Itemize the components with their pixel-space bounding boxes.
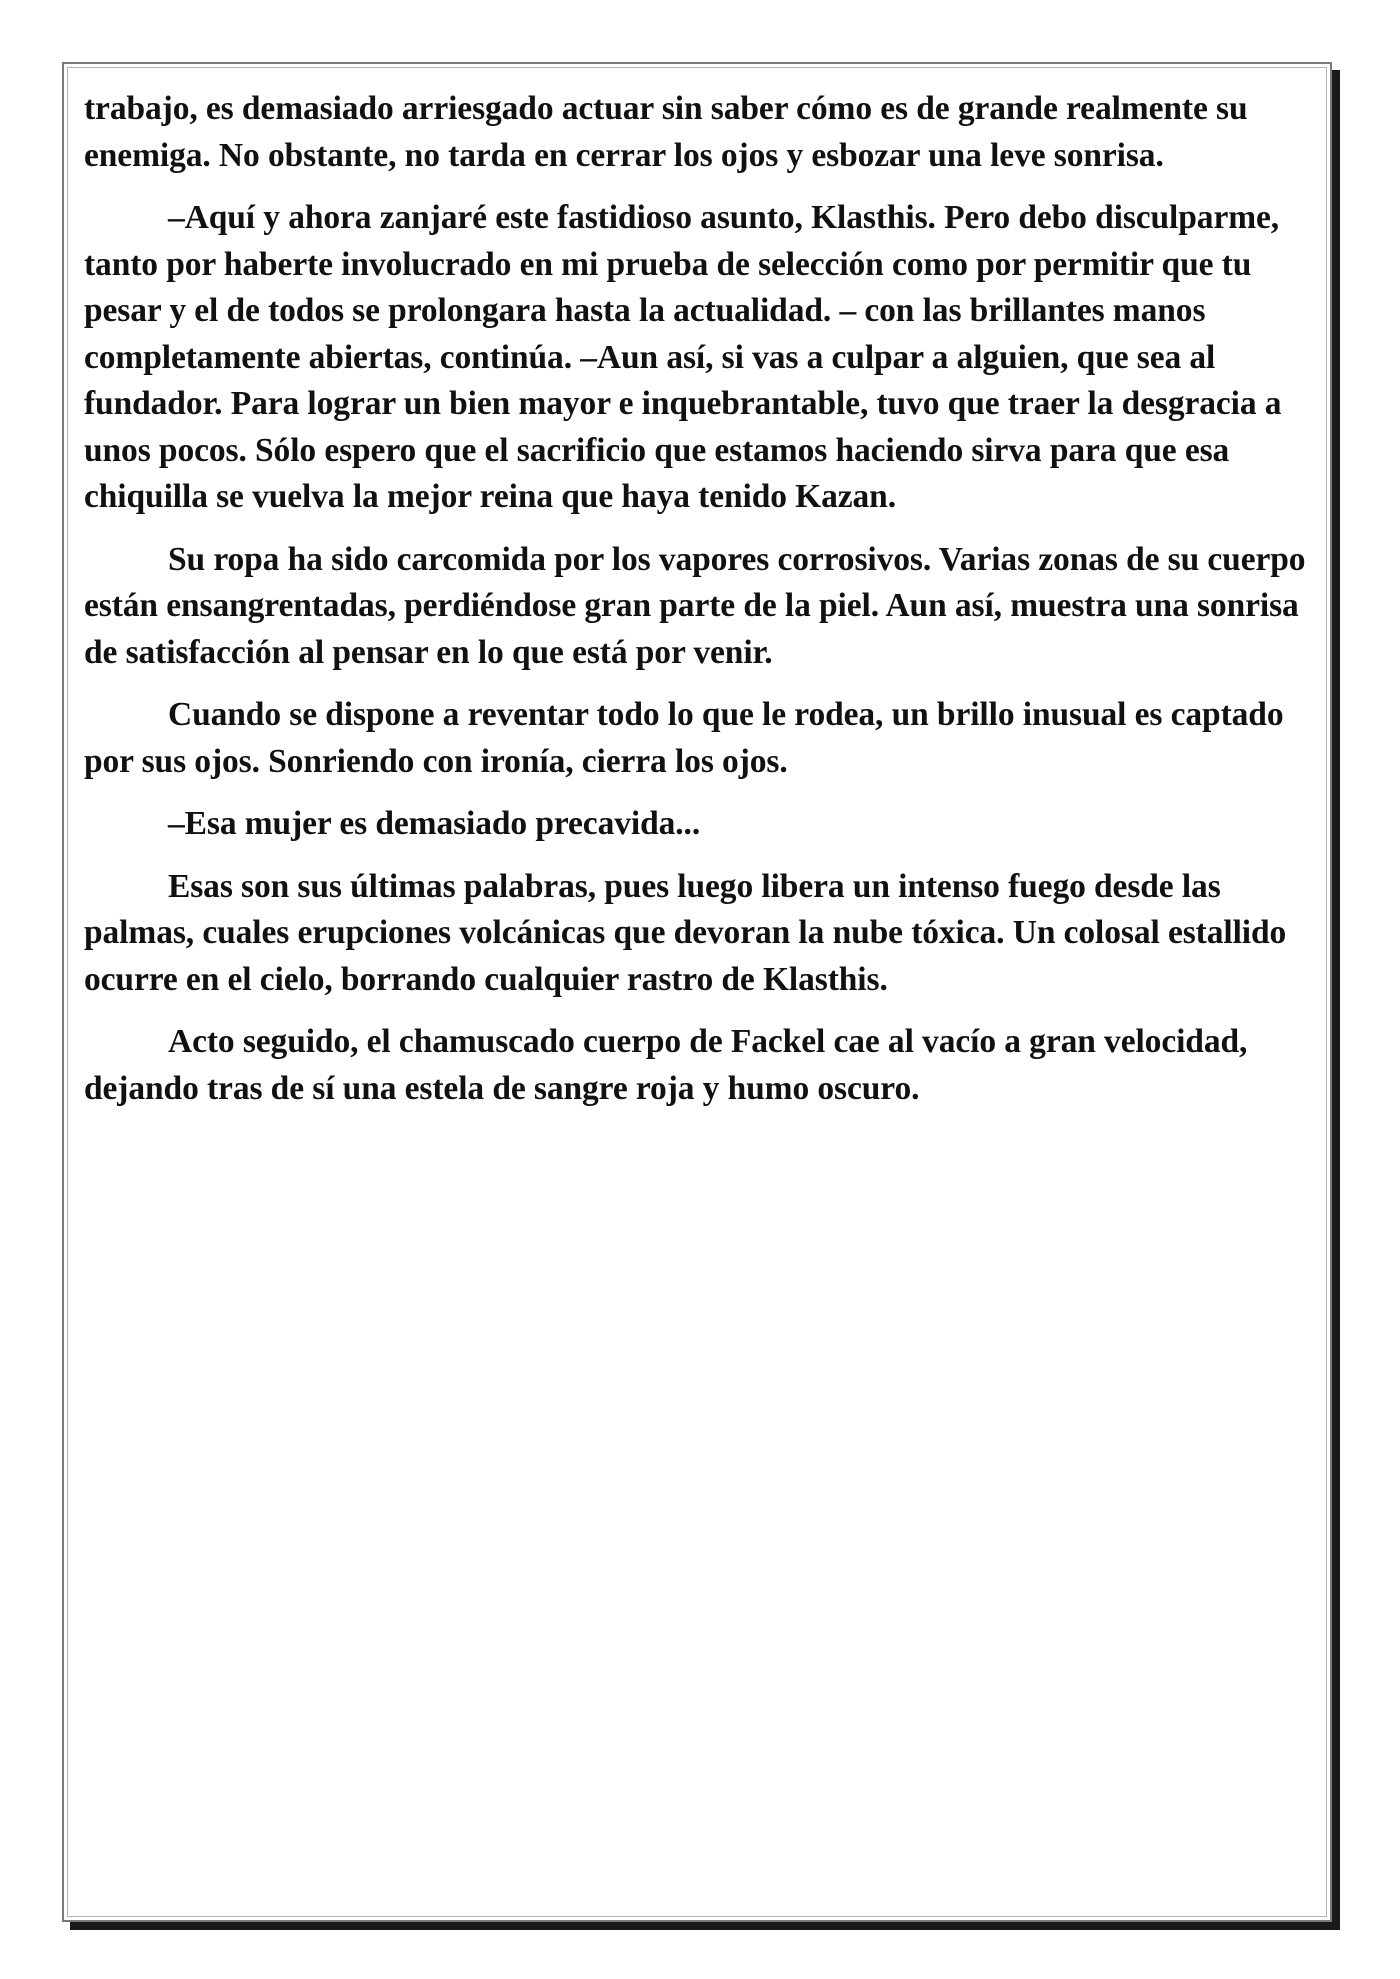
paragraph-4: Cuando se dispone a reventar todo lo que le rodea, un brillo inusual es captado por sus ojos. Sonriendo con ironía, cierra los ojos. [84, 696, 1284, 780]
paragraph-2: –Aquí y ahora zanjaré este fastidioso asunto, Klasthis. Pero debo disculparme, tanto por haberte involucrado en mi prueba de selección como por permitir que tu pesar y el de todos se prolongara hasta la actualidad. – con las brillantes manos completamente abiertas, continúa. –Aun así, si vas a culpar a alguien, que sea al fundador. Para lograr un bien mayor e inquebrantable, tuvo que traer la desgracia a unos pocos. Sólo espero que el sacrificio que estamos haciendo sirva para que esa chiquilla se vuelva la mejor reina que haya tenido Kazan. [84, 199, 1282, 515]
paragraph-3: Su ropa ha sido carcomida por los vapores corrosivos. Varias zonas de su cuerpo están ensangrentadas, perdiéndose gran parte de la piel. Aun así, muestra una sonrisa de satisfacción al pensar en lo que está por venir. [84, 540, 1306, 671]
paragraph-6: Esas son sus últimas palabras, pues luego libera un intenso fuego desde las palmas, cuales erupciones volcánicas que devoran la nube tóxica. Un colosal estallido ocurre en el cielo, borrando cualquier rastro de Klasthis. [84, 867, 1287, 998]
paragraph-5: –Esa mujer es demasiado precavida... [168, 805, 701, 842]
paragraph-1: trabajo, es demasiado arriesgado actuar sin saber cómo es de grande realmente su enemiga. No obstante, no tarda en cerrar los ojos y esbozar una leve sonrisa. [84, 90, 1248, 174]
document-body [84, 86, 1320, 1128]
paragraph-7: Acto seguido, el chamuscado cuerpo de Fackel cae al vacío a gran velocidad, dejando tras de sí una estela de sangre roja y humo oscuro. [84, 1023, 1248, 1107]
